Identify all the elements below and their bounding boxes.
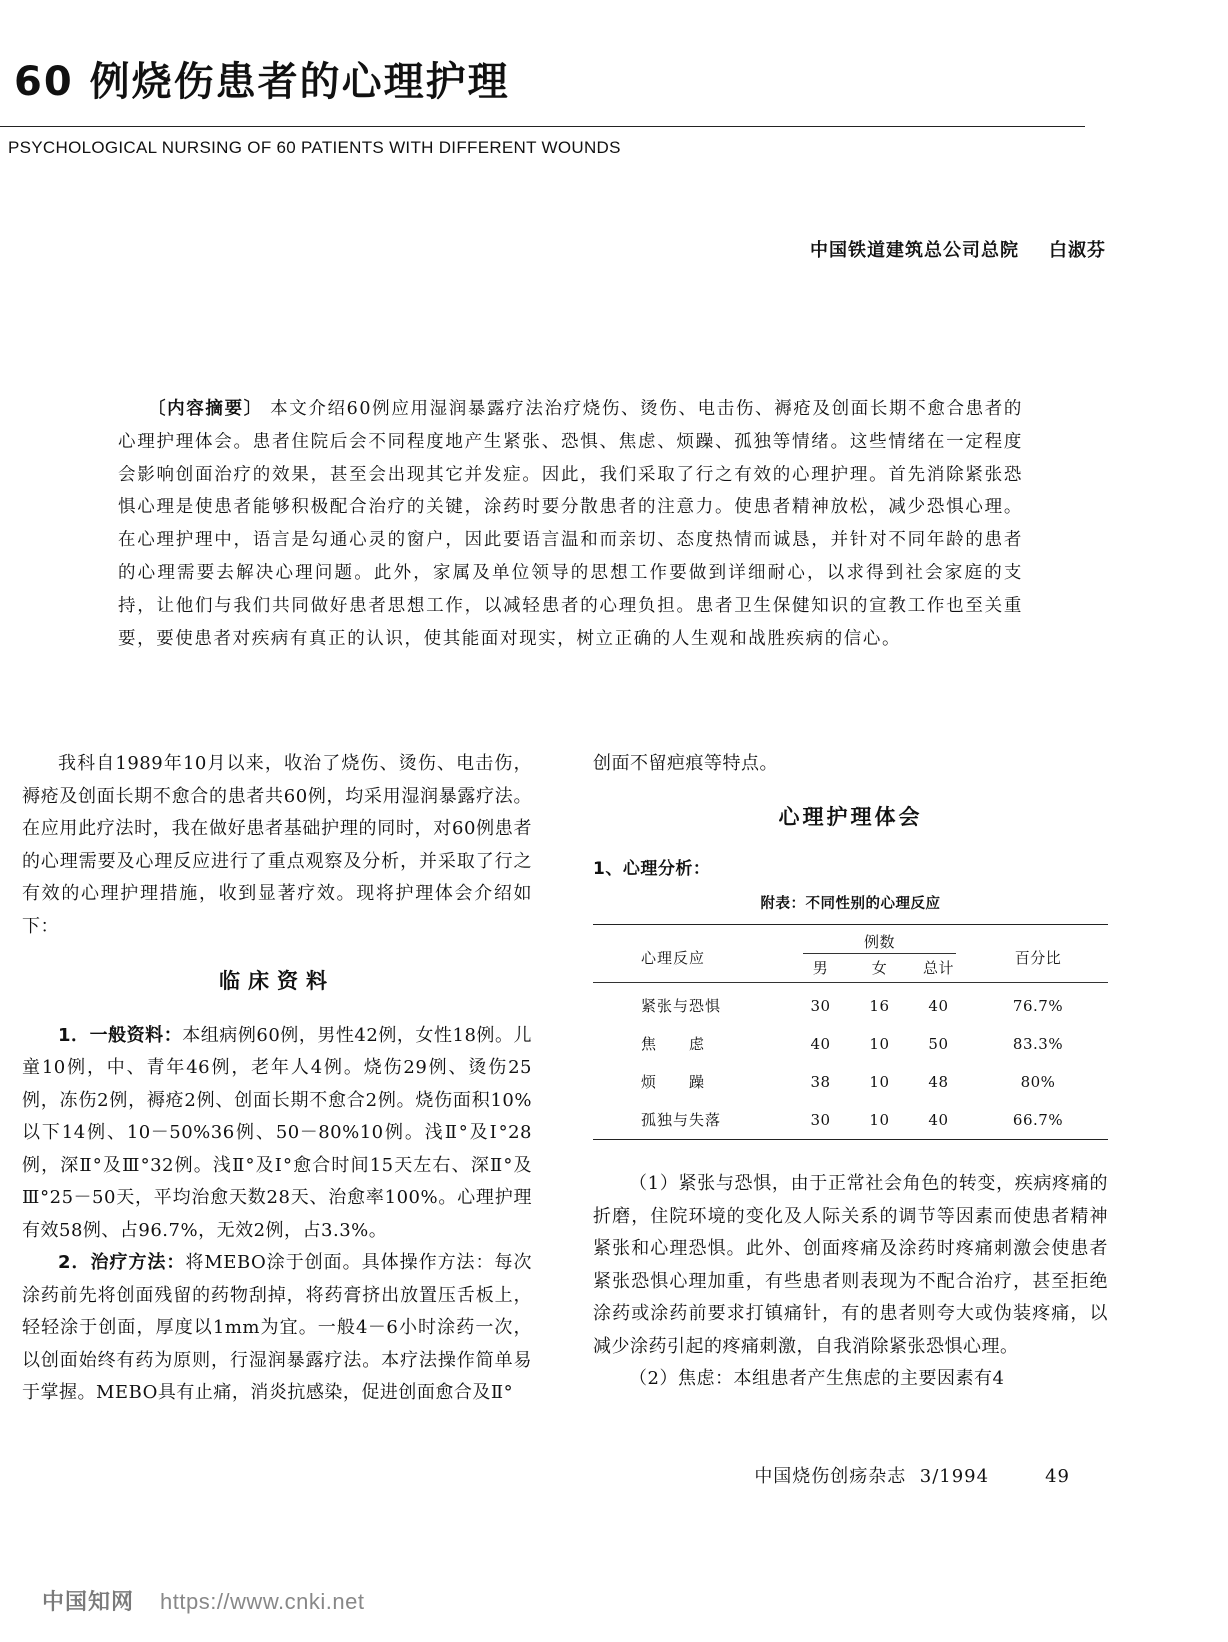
section-heading-nursing: 心理护理体会: [778, 804, 923, 829]
general-data-paragraph: [22, 1020, 532, 1248]
row-total: 48: [928, 1072, 949, 1091]
row-male: 40: [810, 1034, 831, 1053]
anxiety-paragraph: （2）焦虑：本组患者产生焦虑的主要因素有4: [629, 1368, 1005, 1389]
row-percent: 66.7%: [1012, 1110, 1064, 1129]
section-heading-clinical: 临床资料: [219, 969, 335, 993]
header-total: 总计: [922, 959, 954, 977]
page-footer: [754, 1462, 1070, 1488]
continuation-text: 创面不留疤痕等特点。: [593, 753, 778, 774]
abstract: [118, 393, 1023, 655]
cnki-logo: 中国知网: [42, 1589, 135, 1614]
row-total: 50: [928, 1034, 949, 1053]
row-male: 30: [810, 1110, 831, 1129]
row-percent: 80%: [1020, 1072, 1056, 1091]
row-female: 10: [869, 1072, 890, 1091]
row-reaction: 紧张与恐惧: [641, 996, 722, 1015]
cnki-watermark: [42, 1585, 364, 1616]
row-percent: 76.7%: [1012, 996, 1064, 1015]
table-row: [593, 1101, 1108, 1139]
general-data-label: 1．一般资料：: [58, 1024, 183, 1046]
article-title-en: PSYCHOLOGICAL NURSING OF 60 PATIENTS WITH DIFFERENT WOUNDS: [8, 138, 621, 157]
row-reaction: 烦 躁: [641, 1072, 706, 1091]
table-body: [593, 983, 1108, 1140]
row-female: 10: [869, 1034, 890, 1053]
page-number: 49: [1045, 1466, 1070, 1487]
row-total: 40: [928, 996, 949, 1015]
row-male: 38: [810, 1072, 831, 1091]
header-subcols: [791, 954, 968, 982]
cnki-url: https://www.cnki.net: [160, 1589, 365, 1614]
table-row: [593, 1063, 1108, 1101]
row-percent: 83.3%: [1012, 1034, 1064, 1053]
journal-name: 中国烧伤创疡杂志: [754, 1466, 907, 1487]
author-institution: 中国铁道建筑总公司总院: [810, 240, 1019, 261]
left-column: [22, 748, 532, 1410]
row-female: 10: [869, 1110, 890, 1129]
header-count-group: [791, 925, 968, 983]
title-rule: [0, 126, 1085, 127]
table-caption: 附表：不同性别的心理反应: [760, 895, 941, 912]
row-reaction: 孤独与失落: [641, 1110, 722, 1129]
article-title-zh: 60 例烧伤患者的心理护理: [14, 59, 510, 105]
subhead-analysis: 1、心理分析：: [593, 859, 711, 879]
reaction-table: [593, 888, 1108, 1141]
row-female: 16: [869, 996, 890, 1015]
table-row: [593, 1025, 1108, 1063]
table-row: [593, 987, 1108, 1025]
right-column: [593, 748, 1108, 1396]
header-male: 男: [812, 959, 829, 977]
author-line: [810, 236, 1106, 262]
table-header-row: [593, 925, 1108, 983]
header-count: 例数: [803, 931, 956, 954]
intro-paragraph: 我科自1989年10月以来，收治了烧伤、烫伤、电击伤，褥疮及创面长期不愈合的患者共60例，均采用湿润暴露疗法。在应用此疗法时，我在做好患者基础护理的同时，对60例患者的心理需要及心理反应进行了重点观察及分析，并采取了行之有效的心理护理措施，收到显著疗效。现将护理体会介绍如下：: [22, 753, 532, 937]
reaction-table-grid: [593, 925, 1108, 1139]
row-male: 30: [810, 996, 831, 1015]
header-reaction: 心理反应: [641, 948, 706, 967]
treatment-text: 将MEBO涂于创面。具体操作方法：每次涂药前先将创面残留的药物刮掉，将药膏挤出放置压舌板上，轻轻涂于创面，厚度以1mm为宜。一般4－6小时涂药一次，以创面始终有药为原则，行湿润暴露疗法。本疗法操作简单易于掌握。MEBO具有止痛，消炎抗感染，促进创面愈合及Ⅱ°: [22, 1252, 532, 1403]
treatment-label: 2．治疗方法：: [58, 1252, 186, 1273]
header-percent: 百分比: [1014, 948, 1062, 967]
row-reaction: 焦 虑: [641, 1034, 706, 1053]
general-data-text: 本组病例60例，男性42例，女性18例。儿童10例，中、青年46例，老年人4例。烧伤29例、烫伤25例，冻伤2例，褥疮2例、创面长期不愈合2例。烧伤面积10%以下14例、10－50%36例、50－80%10例。浅Ⅱ°及Ⅰ°28例，深Ⅱ°及Ⅲ°32例。浅Ⅱ°及Ⅰ°愈合时间15天左右、深Ⅱ°及Ⅲ°25－50天，平均治愈天数28天、治愈率100%。心理护理有效58例、占96.7%，无效2例，占3.3%。: [22, 1024, 532, 1241]
table-bottom-rule: [593, 1139, 1108, 1140]
header-female: 女: [871, 959, 888, 977]
author-name: 白淑芬: [1049, 240, 1106, 261]
abstract-label: 〔内容摘要〕: [148, 399, 263, 419]
journal-issue: 3/1994: [919, 1466, 990, 1487]
row-total: 40: [928, 1110, 949, 1129]
treatment-paragraph: [22, 1247, 532, 1410]
abstract-text: 本文介绍60例应用湿润暴露疗法治疗烧伤、烫伤、电击伤、褥疮及创面长期不愈合患者的心理护理体会。患者住院后会不同程度地产生紧张、恐惧、焦虑、烦躁、孤独等情绪。这些情绪在一定程度会影响创面治疗的效果，甚至会出现其它并发症。因此，我们采取了行之有效的心理护理。首先消除紧张恐惧心理是使患者能够积极配合治疗的关键，涂药时要分散患者的注意力。使患者精神放松，减少恐惧心理。在心理护理中，语言是勾通心灵的窗户，因此要语言温和而亲切、态度热情而诚恳，并针对不同年龄的患者的心理需要去解决心理问题。此外，家属及单位领导的思想工作要做到详细耐心，以求得到社会家庭的支持，让他们与我们共同做好患者思想工作，以减轻患者的心理负担。患者卫生保健知识的宣教工作也至关重要，要使患者对疾病有真正的认识，使其能面对现实，树立正确的人生观和战胜疾病的信心。: [118, 399, 1024, 649]
tension-paragraph: （1）紧张与恐惧，由于正常社会角色的转变，疾病疼痛的折磨，住院环境的变化及人际关系的调节等因素而使患者精神紧张和心理恐惧。此外、创面疼痛及涂药时疼痛刺激会使患者紧张恐惧心理加重，有些患者则表现为不配合治疗，甚至拒绝涂药或涂药前要求打镇痛针，有的患者则夸大或伪装疼痛，以减少涂药引起的疼痛刺激，自我消除紧张恐惧心理。: [593, 1173, 1108, 1357]
